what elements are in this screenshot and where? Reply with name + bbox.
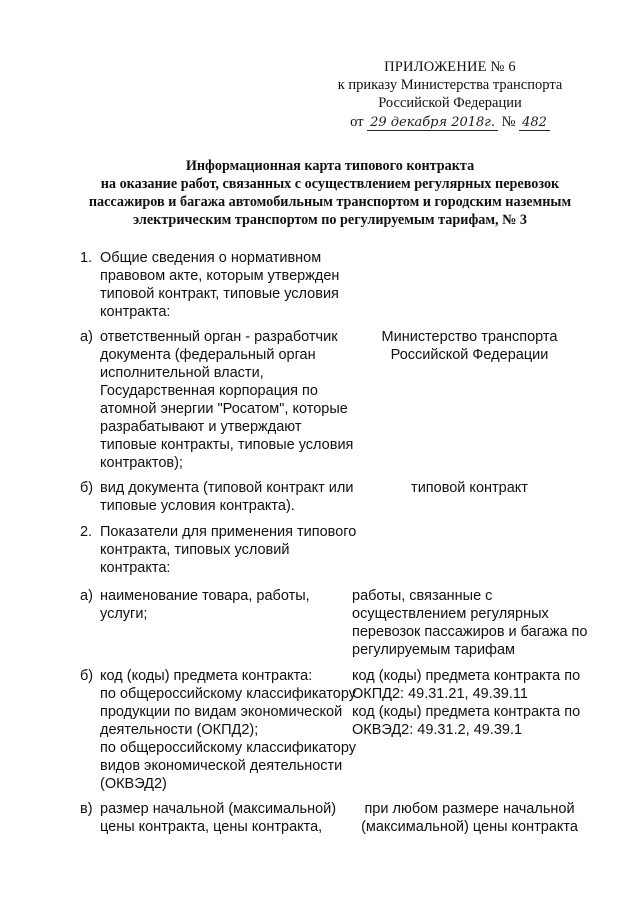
row-left-line: продукции по видам экономической: [100, 704, 343, 720]
row-right-line: при любом размере начальной: [364, 801, 575, 817]
row-left-line: Государственная корпорация по: [100, 383, 318, 399]
row-marker: 1.: [80, 250, 93, 266]
row-left-line: разрабатывают и утверждают: [100, 419, 302, 435]
handwritten-date: 29 декабря 2018г.: [367, 115, 498, 131]
date-prefix: от: [350, 114, 364, 130]
row-left-line: типовые условия контракта).: [100, 498, 295, 514]
row-right-line: осуществлением регулярных: [352, 606, 549, 622]
row-left-line: контракта:: [100, 560, 171, 576]
appendix-date-line: [330, 113, 570, 131]
row-left-line: вид документа (типовой контракт или: [100, 480, 354, 496]
row-marker: б): [80, 668, 94, 684]
row-right-line: типовой контракт: [411, 480, 528, 496]
row-left-line: Показатели для применения типового: [100, 524, 357, 540]
row-left-line: (ОКВЭД2): [100, 776, 167, 792]
document-title: [70, 157, 590, 229]
row-left-line: типовой контракт, типовые условия: [100, 286, 339, 302]
row-right-line: ОКВЭД2: 49.31.2, 49.39.1: [352, 722, 523, 738]
row-marker: б): [80, 480, 94, 496]
row-left-line: ответственный орган - разработчик: [100, 329, 338, 345]
appendix-order-line: к приказу Министерства транспорта: [337, 77, 563, 93]
row-right-line: перевозок пассажиров и багажа по: [352, 624, 588, 640]
row-right-line: работы, связанные с: [352, 588, 493, 604]
row-left-text: [100, 479, 354, 515]
row-left-line: контракта:: [100, 304, 171, 320]
row-marker: а): [80, 329, 93, 345]
row-marker: а): [80, 588, 93, 604]
row-left-line: размер начальной (максимальной): [100, 801, 337, 817]
row-left-line: контрактов);: [100, 455, 183, 471]
row-right-line: Министерство транспорта: [381, 329, 558, 345]
row-left-text: [100, 523, 357, 577]
row-right-text: [352, 667, 587, 739]
row-right-line: (максимальной) цены контракта: [361, 819, 578, 835]
row-left-line: типовые контракты, типовые условия: [100, 437, 354, 453]
row-left-line: атомной энергии "Росатом", которые: [100, 401, 348, 417]
row-left-line: деятельности (ОКПД2);: [100, 722, 259, 738]
appendix-header: [330, 58, 570, 131]
row-right-text: [352, 328, 587, 364]
row-right-text: [352, 800, 587, 836]
title-line: на оказание работ, связанных с осуществлением регулярных перевозок: [100, 176, 560, 192]
row-right-text: [352, 479, 587, 497]
row-left-text: [100, 587, 345, 623]
row-right-text: [352, 587, 587, 659]
appendix-title: ПРИЛОЖЕНИЕ № 6: [384, 59, 516, 75]
row-left-line: по общероссийскому классификатору: [100, 740, 356, 756]
title-line: пассажиров и багажа автомобильным транспортом и городским наземным: [88, 194, 572, 210]
row-left-line: по общероссийскому классификатору: [100, 686, 356, 702]
row-right-line: код (коды) предмета контракта по: [352, 704, 581, 720]
row-left-line: наименование товара, работы,: [100, 588, 310, 604]
row-right-line: код (коды) предмета контракта по: [352, 668, 581, 684]
row-right-line: Российской Федерации: [390, 347, 549, 363]
number-label: №: [501, 114, 516, 130]
row-left-text: [100, 328, 354, 472]
row-left-line: документа (федеральный орган: [100, 347, 316, 363]
row-left-text: [100, 800, 345, 836]
appendix-federation-line: Российской Федерации: [378, 95, 522, 111]
row-left-line: исполнительной власти,: [100, 365, 264, 381]
row-left-text: [100, 667, 356, 793]
handwritten-number: 482: [519, 115, 550, 131]
row-left-line: правовом акте, которым утвержден: [100, 268, 340, 284]
row-left-line: контракта, типовых условий: [100, 542, 290, 558]
row-left-line: видов экономической деятельности: [100, 758, 343, 774]
title-line: электрическим транспортом по регулируемым тарифам, № 3: [132, 212, 528, 228]
row-marker: в): [80, 801, 93, 817]
title-line: Информационная карта типового контракта: [185, 158, 475, 174]
row-marker: 2.: [80, 524, 93, 540]
row-left-line: услуги;: [100, 606, 148, 622]
row-left-text: [100, 249, 345, 321]
row-right-line: регулируемым тарифам: [352, 642, 516, 658]
row-left-line: Общие сведения о нормативном: [100, 250, 322, 266]
row-right-line: ОКПД2: 49.31.21, 49.39.11: [352, 686, 528, 702]
row-left-line: цены контракта, цены контракта,: [100, 819, 323, 835]
row-left-line: код (коды) предмета контракта:: [100, 668, 313, 684]
